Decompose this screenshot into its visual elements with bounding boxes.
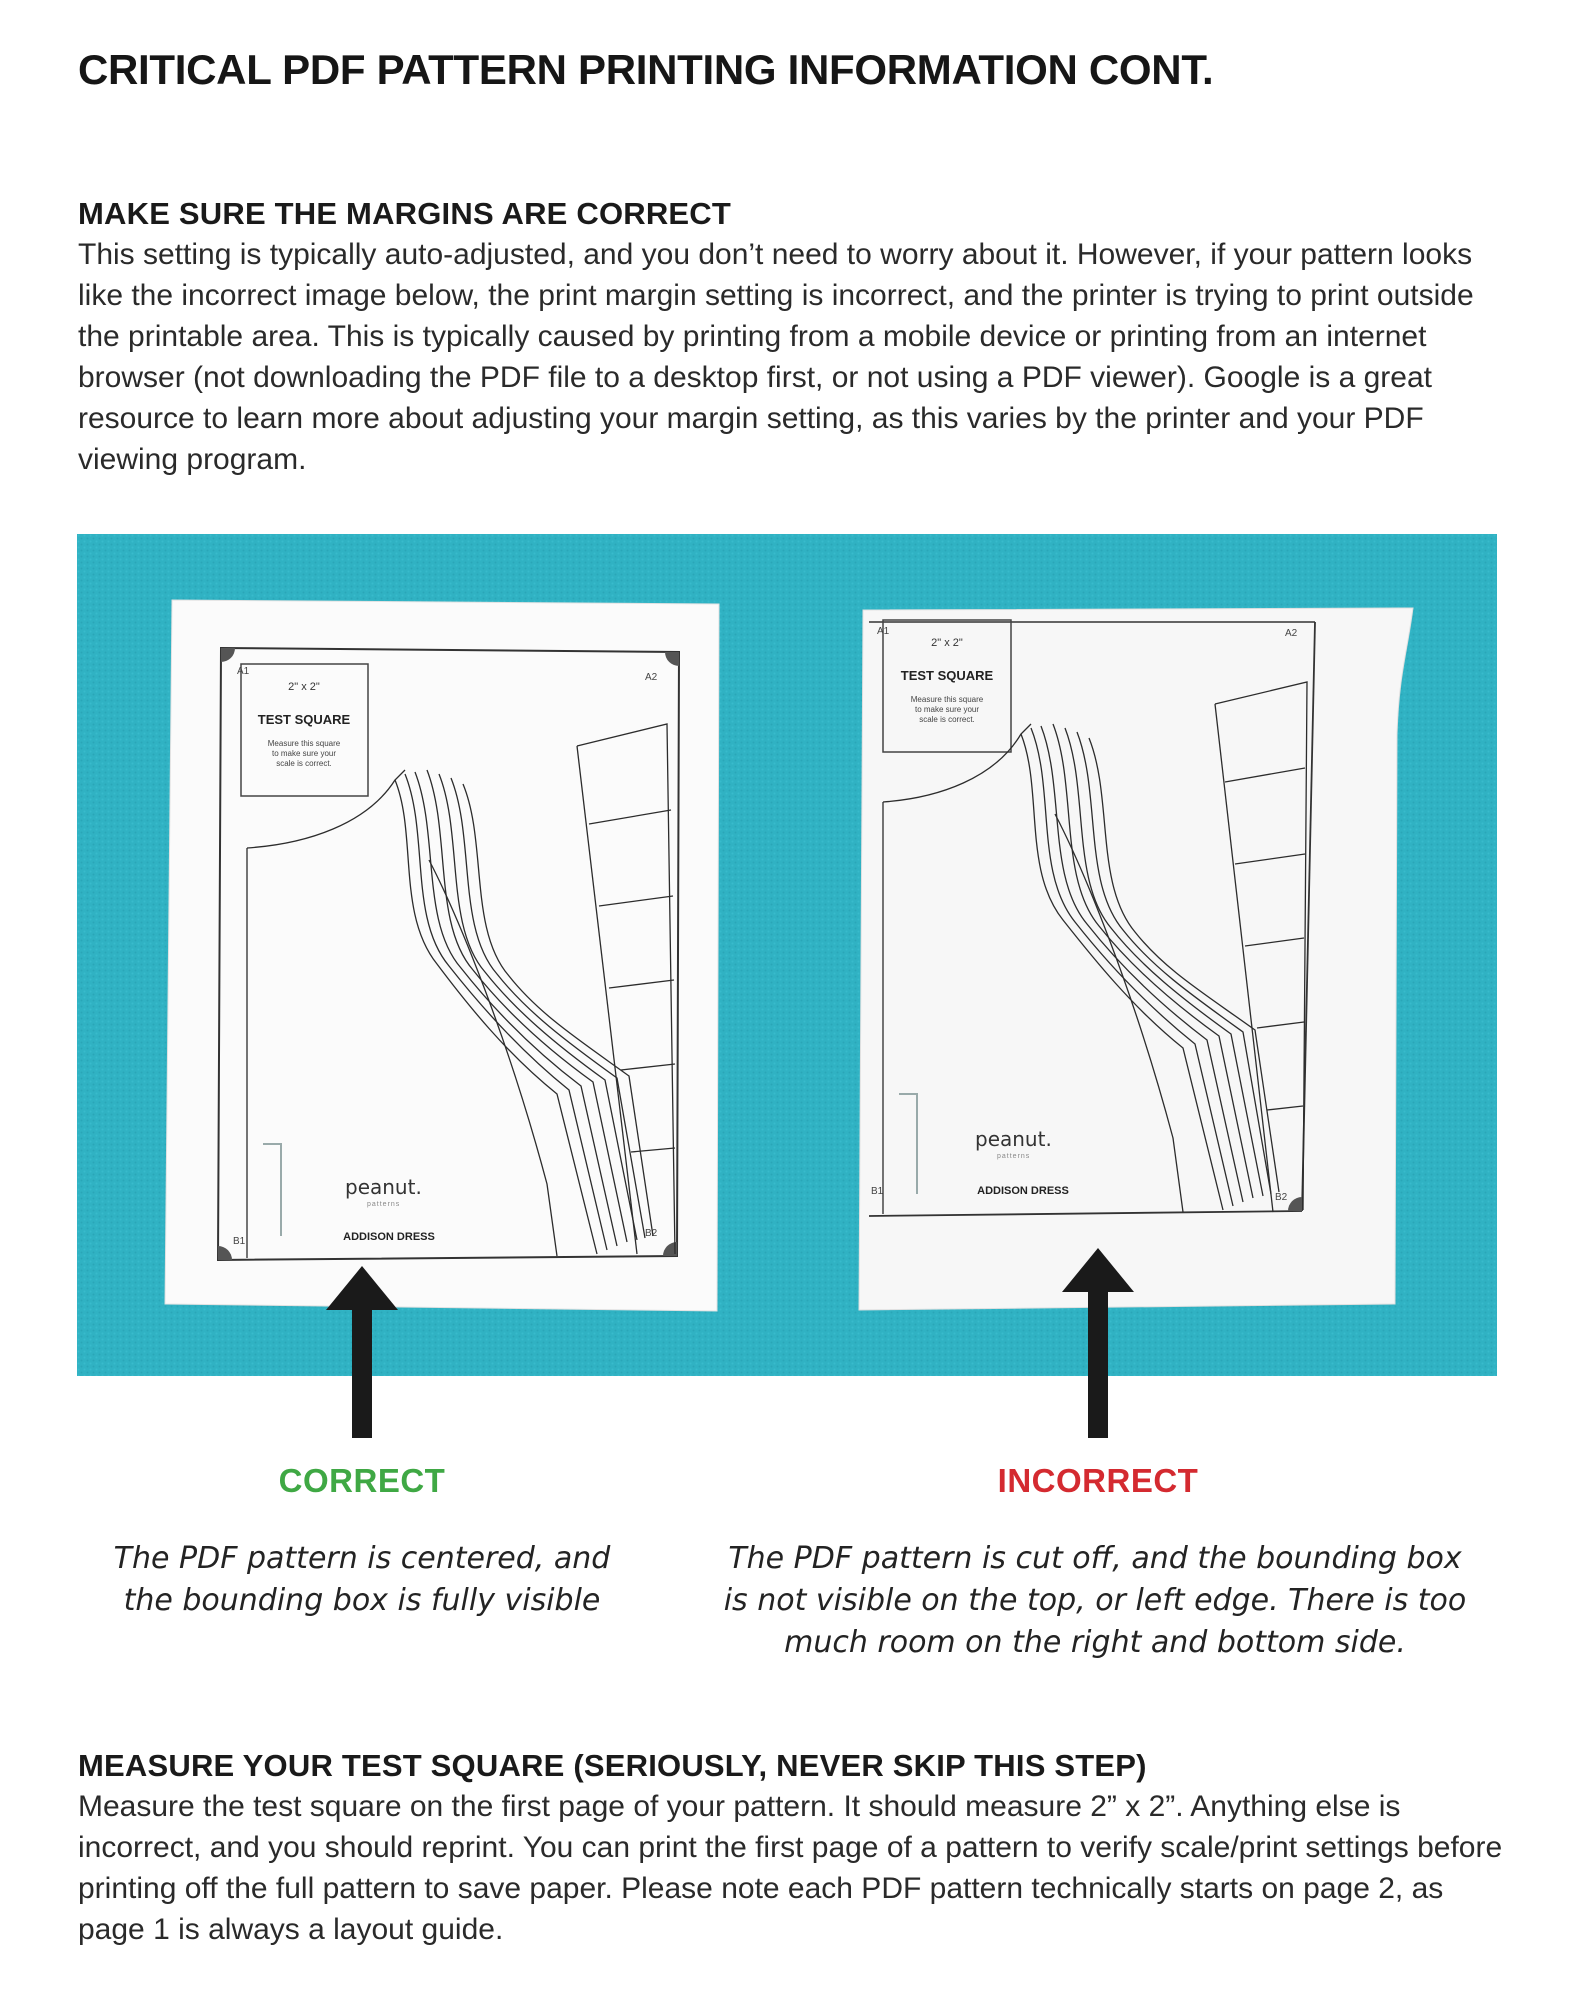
left-corner-b1: B1 (233, 1236, 246, 1247)
left-measure-note-1: Measure this square (267, 739, 341, 748)
left-corner-a1: A1 (237, 666, 250, 677)
correct-caption (62, 1538, 662, 1622)
left-brand-sub: patterns (367, 1201, 401, 1208)
correct-label: CORRECT (278, 1462, 446, 1499)
incorrect-label: INCORRECT (997, 1462, 1199, 1499)
right-corner-b1: B1 (871, 1186, 884, 1197)
incorrect-caption (690, 1538, 1500, 1664)
right-corner-a1: A1 (877, 626, 890, 637)
left-corner-a2: A2 (645, 672, 658, 683)
right-brand-sub: patterns (997, 1153, 1031, 1160)
right-brand-logo: peanut. (975, 1127, 1052, 1151)
margins-body: This setting is typically auto-adjusted, and you don’t need to worry about it. However, if your pattern looks like the incorrect image below, the print margin setting is incorrect, and the printer is trying to print outside the printable area. This is typically caused by printing from a mobile device or printing from an internet browser (not downloading the PDF file to a desktop first, or not using a PDF viewer). Google is a great resource to learn more about adjusting your margin setting, as this varies by the printer and your PDF viewing program. (78, 238, 1474, 476)
right-corner-a2: A2 (1285, 628, 1298, 639)
right-pattern-name: ADDISON DRESS (977, 1185, 1069, 1197)
left-measure-note-2: to make sure your (271, 749, 337, 758)
right-test-square-label: TEST SQUARE (900, 668, 994, 683)
incorrect-caption-line-3: much room on the right and bottom side. (784, 1625, 1406, 1660)
right-measure-note-3: scale is correct. (919, 715, 975, 724)
incorrect-caption-line-2: is not visible on the top, or left edge. There is too (723, 1583, 1467, 1618)
incorrect-caption-line-1: The PDF pattern is cut off, and the bounding box (728, 1541, 1462, 1576)
left-measure-note-3: scale is correct. (276, 759, 332, 768)
left-brand-logo: peanut. (345, 1175, 422, 1199)
right-sheet-incorrect (859, 608, 1413, 1310)
right-size-label: 2" x 2" (931, 637, 963, 649)
left-test-square-label: TEST SQUARE (257, 712, 351, 727)
left-sheet-correct (165, 600, 719, 1311)
page-title: CRITICAL PDF PATTERN PRINTING INFORMATION CONT. (78, 46, 1214, 93)
left-pattern-name: ADDISON DRESS (343, 1231, 435, 1243)
left-corner-b2: B2 (645, 1228, 658, 1239)
print-comparison-photo (77, 534, 1497, 1376)
margins-heading: MAKE SURE THE MARGINS ARE CORRECT (78, 196, 732, 231)
test-square-body: Measure the test square on the first page of your pattern. It should measure 2” x 2”. Anything else is incorrect, and you should reprint. You can print the first page of a pattern to verify scale/print settings before printing off the full pattern to save paper. Please note each PDF pattern technically starts on page 2, as page 1 is always a layout guide. (78, 1790, 1503, 1946)
left-size-label: 2" x 2" (288, 681, 320, 693)
correct-caption-line-2: the bounding box is fully visible (123, 1583, 601, 1618)
right-measure-note-2: to make sure your (914, 705, 980, 714)
right-measure-note-1: Measure this square (910, 695, 984, 704)
right-corner-b2: B2 (1275, 1192, 1288, 1203)
test-square-heading: MEASURE YOUR TEST SQUARE (SERIOUSLY, NEVER SKIP THIS STEP) (78, 1748, 1147, 1783)
incorrect-arrow-icon (1062, 1248, 1134, 1438)
correct-arrow-icon (326, 1266, 398, 1438)
correct-caption-line-1: The PDF pattern is centered, and (113, 1541, 611, 1576)
